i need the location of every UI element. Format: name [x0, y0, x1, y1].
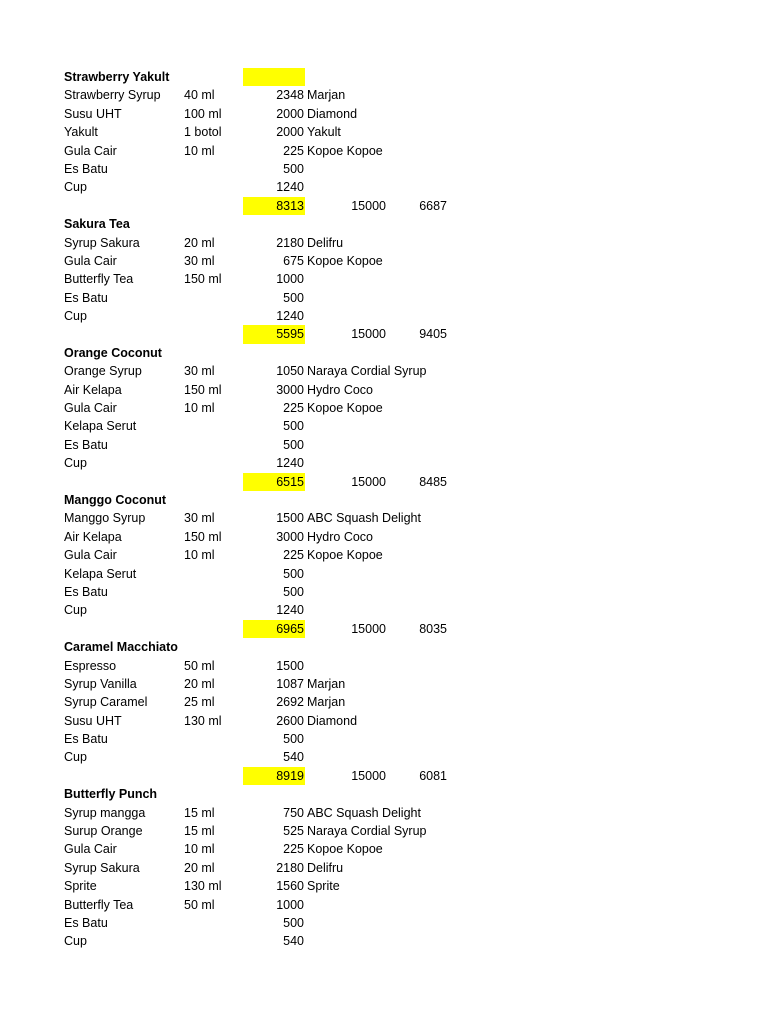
ingredient-brand: [307, 160, 507, 178]
ingredient-row: [0, 86, 768, 104]
recipe-title: Orange Coconut: [64, 345, 162, 360]
ingredient-qty: [184, 160, 242, 178]
ingredient-name: Butterfly Tea: [64, 272, 134, 287]
ingredient-name: Manggo Syrup: [64, 511, 146, 526]
recipe-total-row: [0, 325, 768, 343]
ingredient-brand: Marjan: [307, 88, 346, 103]
ingredient-cost: 1500: [276, 511, 304, 526]
ingredient-brand: [307, 748, 507, 766]
ingredient-qty: 130 ml: [184, 879, 222, 894]
ingredient-qty: 15 ml: [184, 805, 215, 820]
ingredient-cost: 2692: [276, 695, 304, 710]
ingredient-qty: [184, 178, 242, 196]
ingredient-cost: 1240: [276, 603, 304, 618]
ingredient-brand: Delifru: [307, 860, 344, 875]
ingredient-brand: Marjan: [307, 695, 346, 710]
ingredient-brand: [307, 565, 507, 583]
ingredient-row: [0, 730, 768, 748]
ingredient-cost: 500: [283, 566, 304, 581]
ingredient-row: [0, 252, 768, 270]
total-cost: 8313: [243, 197, 305, 215]
ingredient-brand: [307, 896, 507, 914]
ingredient-cost: 2180: [276, 860, 304, 875]
ingredient-cost: 500: [283, 584, 304, 599]
ingredient-cost: 750: [283, 805, 304, 820]
recipe-total-row: [0, 767, 768, 785]
ingredient-qty: 100 ml: [184, 106, 222, 121]
ingredient-qty: 20 ml: [184, 676, 215, 691]
ingredient-name: Yakult: [64, 125, 98, 140]
profit-margin: 9405: [419, 327, 447, 342]
ingredient-cost: 2348: [276, 88, 304, 103]
ingredient-name: Cup: [64, 934, 87, 949]
ingredient-row: [0, 657, 768, 675]
ingredient-qty: 10 ml: [184, 842, 215, 857]
ingredient-qty: 30 ml: [184, 511, 215, 526]
ingredient-brand: Hydro Coco: [307, 529, 373, 544]
ingredient-qty: [184, 417, 242, 435]
ingredient-row: [0, 675, 768, 693]
ingredient-name: Es Batu: [64, 437, 108, 452]
ingredient-qty: 30 ml: [184, 364, 215, 379]
ingredient-qty: 40 ml: [184, 88, 215, 103]
recipe-total-row: [0, 473, 768, 491]
ingredient-name: Gula Cair: [64, 143, 117, 158]
ingredient-brand: Marjan: [307, 676, 346, 691]
ingredient-row: [0, 178, 768, 196]
recipe-title-row: [0, 344, 768, 362]
total-cost: 8919: [243, 767, 305, 785]
ingredient-brand: Naraya Cordial Syrup: [307, 364, 427, 379]
ingredient-brand: Delifru: [307, 235, 344, 250]
selling-price: 15000: [351, 768, 386, 783]
ingredient-row: [0, 454, 768, 472]
ingredient-name: Syrup mangga: [64, 805, 146, 820]
ingredient-qty: [184, 748, 242, 766]
ingredient-name: Es Batu: [64, 732, 108, 747]
ingredient-brand: Kopoe Kopoe: [307, 143, 383, 158]
ingredient-cost: 500: [283, 290, 304, 305]
ingredient-name: Es Batu: [64, 584, 108, 599]
ingredient-name: Syrup Caramel: [64, 695, 148, 710]
ingredient-row: [0, 289, 768, 307]
ingredient-row: [0, 859, 768, 877]
ingredient-name: Cup: [64, 180, 87, 195]
ingredient-brand: [307, 730, 507, 748]
ingredient-brand: [307, 601, 507, 619]
recipe-title-row: [0, 491, 768, 509]
ingredient-brand: [307, 436, 507, 454]
ingredient-brand: [307, 417, 507, 435]
ingredient-row: [0, 509, 768, 527]
ingredient-cost: 3000: [276, 529, 304, 544]
ingredient-qty: 10 ml: [184, 548, 215, 563]
ingredient-brand: Yakult: [307, 125, 341, 140]
ingredient-cost: 225: [283, 842, 304, 857]
ingredient-cost: 1240: [276, 180, 304, 195]
total-cost: 5595: [243, 325, 305, 343]
ingredient-cost: 225: [283, 143, 304, 158]
ingredient-row: [0, 840, 768, 858]
recipe-title: Strawberry Yakult: [64, 70, 170, 84]
ingredient-brand: [307, 307, 507, 325]
ingredient-row: [0, 822, 768, 840]
ingredient-row: [0, 142, 768, 160]
ingredient-brand: [307, 289, 507, 307]
ingredient-name: Butterfly Tea: [64, 897, 134, 912]
ingredient-cost: 1500: [276, 658, 304, 673]
ingredient-brand: Kopoe Kopoe: [307, 548, 383, 563]
ingredient-brand: Kopoe Kopoe: [307, 401, 383, 416]
ingredient-name: Gula Cair: [64, 548, 117, 563]
ingredient-qty: 150 ml: [184, 382, 222, 397]
ingredient-cost: 500: [283, 915, 304, 930]
ingredient-qty: [184, 565, 242, 583]
ingredient-name: Gula Cair: [64, 842, 117, 857]
ingredient-qty: 150 ml: [184, 272, 222, 287]
ingredient-cost: 2600: [276, 713, 304, 728]
ingredient-cost: 540: [283, 934, 304, 949]
ingredient-name: Es Batu: [64, 161, 108, 176]
ingredient-cost: 1240: [276, 456, 304, 471]
ingredient-name: Orange Syrup: [64, 364, 142, 379]
ingredient-qty: [184, 454, 242, 472]
ingredient-qty: 150 ml: [184, 529, 222, 544]
ingredient-row: [0, 399, 768, 417]
ingredient-name: Strawberry Syrup: [64, 88, 161, 103]
ingredient-cost: 225: [283, 401, 304, 416]
ingredient-cost: 1000: [276, 272, 304, 287]
selling-price: 15000: [351, 474, 386, 489]
ingredient-name: Gula Cair: [64, 253, 117, 268]
ingredient-cost: 2000: [276, 125, 304, 140]
recipe-title: Butterfly Punch: [64, 787, 158, 802]
ingredient-brand: ABC Squash Delight: [307, 511, 421, 526]
ingredient-cost: 1240: [276, 309, 304, 324]
ingredient-name: Surup Orange: [64, 824, 143, 839]
ingredient-cost: 2180: [276, 235, 304, 250]
ingredient-name: Es Batu: [64, 915, 108, 930]
ingredient-name: Cup: [64, 456, 87, 471]
ingredient-cost: 1000: [276, 897, 304, 912]
ingredient-name: Es Batu: [64, 290, 108, 305]
ingredient-row: [0, 234, 768, 252]
ingredient-row: [0, 932, 768, 950]
ingredient-brand: [307, 178, 507, 196]
ingredient-row: [0, 565, 768, 583]
ingredient-name: Cup: [64, 750, 87, 765]
ingredient-brand: Diamond: [307, 106, 358, 121]
ingredient-cost: 500: [283, 419, 304, 434]
ingredient-qty: [184, 601, 242, 619]
recipe-title: Caramel Macchiato: [64, 640, 178, 655]
ingredient-name: Air Kelapa: [64, 382, 122, 397]
ingredient-qty: 30 ml: [184, 253, 215, 268]
ingredient-brand: Naraya Cordial Syrup: [307, 824, 427, 839]
ingredient-brand: [307, 914, 507, 932]
ingredient-cost: 525: [283, 824, 304, 839]
ingredient-row: [0, 160, 768, 178]
ingredient-qty: [184, 289, 242, 307]
ingredient-row: [0, 307, 768, 325]
ingredient-cost: 1560: [276, 879, 304, 894]
profit-margin: 8035: [419, 621, 447, 636]
ingredient-row: [0, 914, 768, 932]
highlight-marker: [243, 68, 305, 86]
ingredient-cost: 500: [283, 732, 304, 747]
total-cost: 6965: [243, 620, 305, 638]
ingredient-qty: 130 ml: [184, 713, 222, 728]
ingredient-cost: 225: [283, 548, 304, 563]
ingredient-brand: [307, 454, 507, 472]
ingredient-brand: Kopoe Kopoe: [307, 842, 383, 857]
ingredient-qty: 25 ml: [184, 695, 215, 710]
ingredient-row: [0, 436, 768, 454]
ingredient-row: [0, 804, 768, 822]
recipe-cost-sheet: [0, 68, 768, 951]
ingredient-cost: 500: [283, 437, 304, 452]
ingredient-qty: [184, 932, 242, 950]
ingredient-row: [0, 417, 768, 435]
ingredient-qty: 10 ml: [184, 401, 215, 416]
ingredient-qty: 10 ml: [184, 143, 215, 158]
ingredient-name: Susu UHT: [64, 713, 122, 728]
recipe-title: Sakura Tea: [64, 217, 130, 232]
ingredient-qty: 50 ml: [184, 658, 215, 673]
ingredient-name: Kelapa Serut: [64, 419, 137, 434]
ingredient-cost: 1087: [276, 676, 304, 691]
ingredient-qty: 20 ml: [184, 860, 215, 875]
ingredient-brand: Hydro Coco: [307, 382, 373, 397]
ingredient-qty: 1 botol: [184, 125, 222, 140]
ingredient-cost: 1050: [276, 364, 304, 379]
ingredient-brand: [307, 583, 507, 601]
ingredient-row: [0, 583, 768, 601]
ingredient-brand: [307, 657, 507, 675]
profit-margin: 8485: [419, 474, 447, 489]
selling-price: 15000: [351, 198, 386, 213]
ingredient-brand: ABC Squash Delight: [307, 805, 421, 820]
ingredient-brand: [307, 270, 507, 288]
recipe-total-row: [0, 620, 768, 638]
ingredient-name: Syrup Sakura: [64, 860, 140, 875]
selling-price: 15000: [351, 327, 386, 342]
ingredient-name: Cup: [64, 309, 87, 324]
ingredient-qty: [184, 730, 242, 748]
total-cost: 6515: [243, 473, 305, 491]
recipe-title: Manggo Coconut: [64, 492, 167, 507]
ingredient-qty: [184, 583, 242, 601]
ingredient-brand: Diamond: [307, 713, 358, 728]
ingredient-row: [0, 270, 768, 288]
ingredient-row: [0, 712, 768, 730]
ingredient-qty: [184, 914, 242, 932]
ingredient-name: Syrup Vanilla: [64, 676, 137, 691]
ingredient-qty: [184, 436, 242, 454]
ingredient-name: Cup: [64, 603, 87, 618]
ingredient-qty: 20 ml: [184, 235, 215, 250]
recipe-title-row: [0, 638, 768, 656]
ingredient-qty: 50 ml: [184, 897, 215, 912]
ingredient-brand: Kopoe Kopoe: [307, 253, 383, 268]
recipe-title-row: [0, 785, 768, 803]
ingredient-name: Syrup Sakura: [64, 235, 140, 250]
ingredient-brand: [307, 932, 507, 950]
selling-price: 15000: [351, 621, 386, 636]
ingredient-name: Sprite: [64, 879, 97, 894]
ingredient-row: [0, 748, 768, 766]
ingredient-row: [0, 123, 768, 141]
recipe-title-row: [0, 68, 768, 86]
ingredient-row: [0, 546, 768, 564]
ingredient-qty: 15 ml: [184, 824, 215, 839]
ingredient-name: Espresso: [64, 658, 117, 673]
ingredient-name: Kelapa Serut: [64, 566, 137, 581]
recipe-total-row: [0, 197, 768, 215]
ingredient-row: [0, 601, 768, 619]
profit-margin: 6687: [419, 198, 447, 213]
recipe-title-row: [0, 215, 768, 233]
ingredient-name: Air Kelapa: [64, 529, 122, 544]
ingredient-name: Gula Cair: [64, 401, 117, 416]
ingredient-row: [0, 896, 768, 914]
ingredient-cost: 500: [283, 161, 304, 176]
ingredient-row: [0, 693, 768, 711]
ingredient-cost: 675: [283, 253, 304, 268]
ingredient-row: [0, 381, 768, 399]
ingredient-name: Susu UHT: [64, 106, 122, 121]
ingredient-cost: 3000: [276, 382, 304, 397]
ingredient-cost: 540: [283, 750, 304, 765]
ingredient-row: [0, 877, 768, 895]
ingredient-cost: 2000: [276, 106, 304, 121]
profit-margin: 6081: [419, 768, 447, 783]
ingredient-row: [0, 105, 768, 123]
ingredient-row: [0, 362, 768, 380]
ingredient-brand: Sprite: [307, 879, 340, 894]
ingredient-row: [0, 528, 768, 546]
ingredient-qty: [184, 307, 242, 325]
